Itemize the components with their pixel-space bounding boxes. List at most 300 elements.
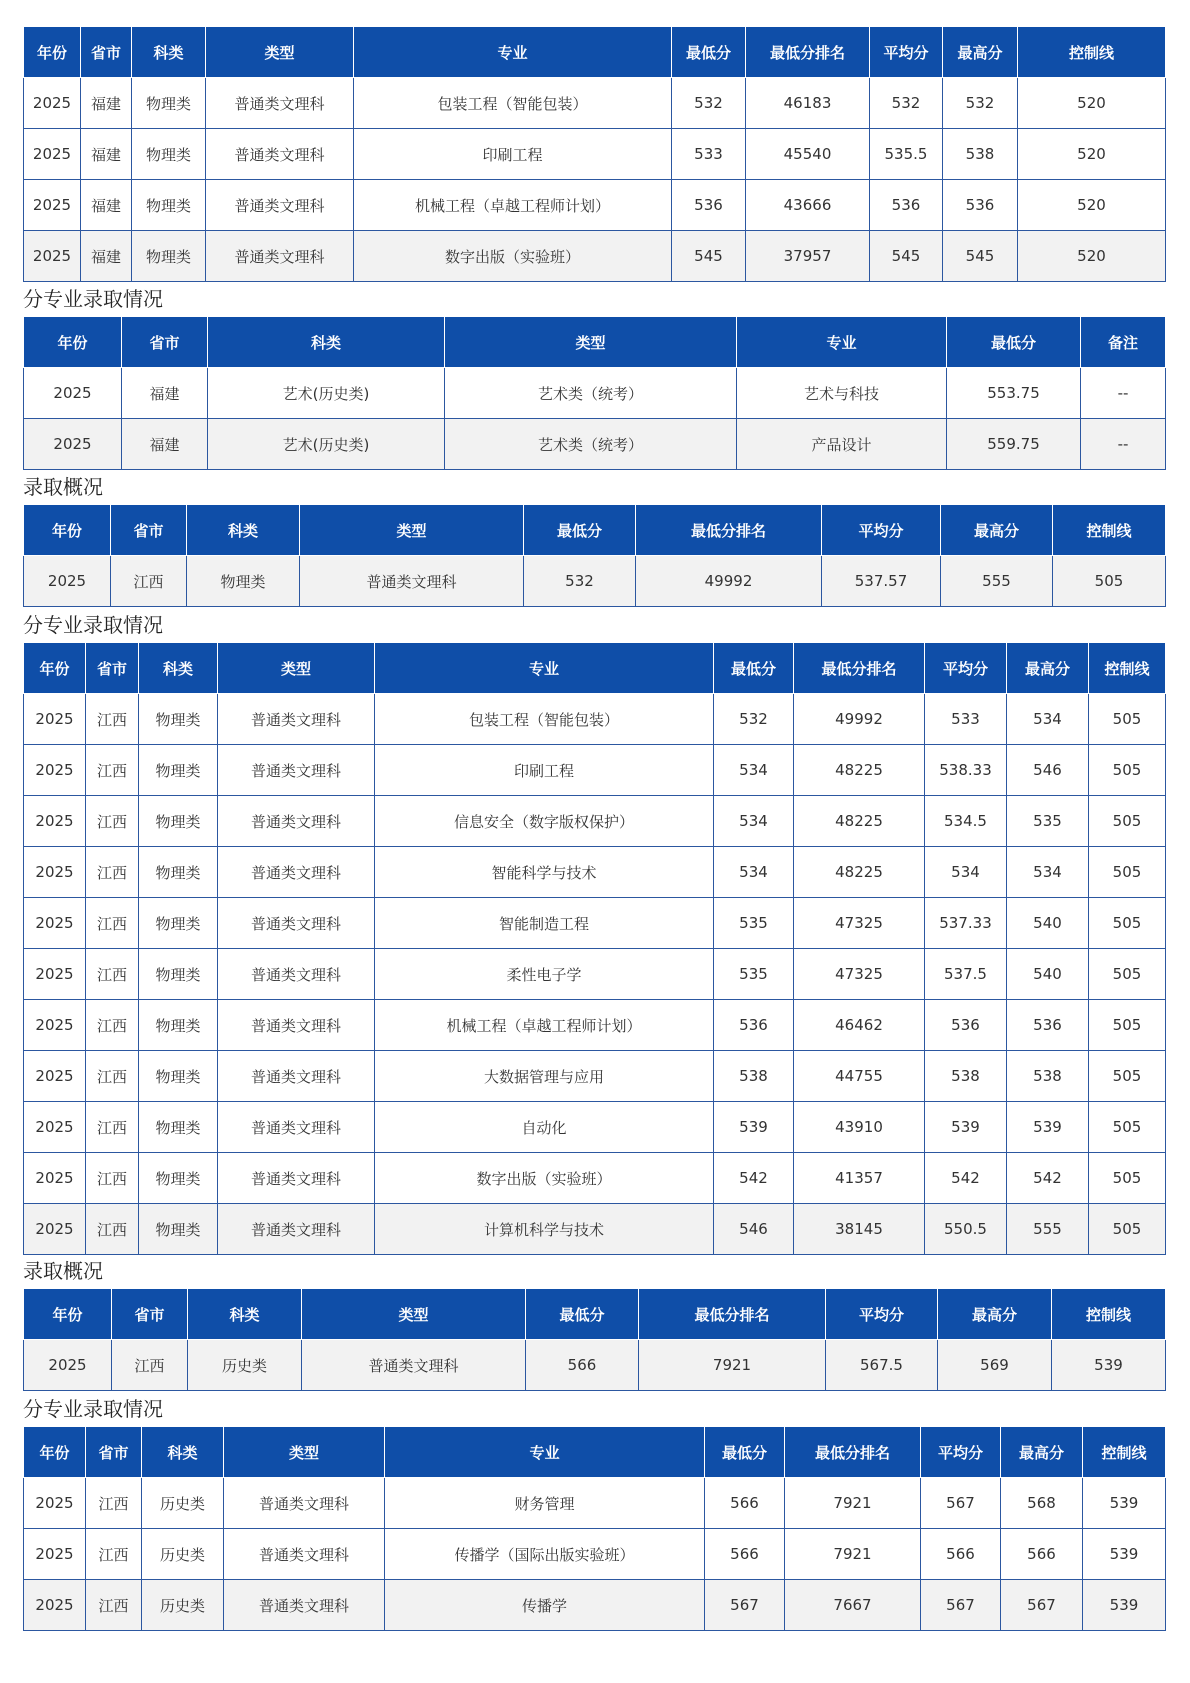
column-header: 最低分	[947, 317, 1081, 368]
table-cell: 44755	[794, 1051, 925, 1102]
table-cell: 产品设计	[737, 419, 947, 470]
table-cell: 505	[1089, 1102, 1166, 1153]
table-row	[24, 694, 1166, 745]
table-row	[24, 231, 1166, 282]
table-cell: 536	[943, 180, 1018, 231]
table-cell: 2025	[24, 949, 86, 1000]
table-cell: 福建	[122, 368, 208, 419]
section-heading: 分专业录取情况	[23, 613, 163, 637]
table-cell: 物理类	[139, 847, 218, 898]
table-cell: 普通类文理科	[218, 898, 375, 949]
table-cell: 536	[672, 180, 746, 231]
table-cell: 534	[714, 745, 794, 796]
column-header: 科类	[188, 1289, 302, 1340]
column-header: 最低分排名	[785, 1427, 921, 1478]
table-cell: 物理类	[139, 1204, 218, 1255]
table-cell: 包装工程（智能包装）	[375, 694, 714, 745]
column-header: 控制线	[1052, 1289, 1166, 1340]
table-cell: 普通类文理科	[206, 129, 354, 180]
table-cell: 艺术类（统考）	[445, 368, 737, 419]
table-cell: 江西	[86, 847, 139, 898]
table-cell: 普通类文理科	[218, 847, 375, 898]
column-header: 平均分	[822, 505, 941, 556]
table-cell: 艺术与科技	[737, 368, 947, 419]
table-cell: 普通类文理科	[218, 1204, 375, 1255]
table-cell: 物理类	[139, 898, 218, 949]
column-header: 备注	[1081, 317, 1166, 368]
table-cell: 数字出版（实验班）	[375, 1153, 714, 1204]
table-cell: 505	[1089, 847, 1166, 898]
table-cell: 普通类文理科	[206, 231, 354, 282]
table-cell: 534	[714, 796, 794, 847]
table-cell: 567	[705, 1580, 785, 1631]
table-cell: 43666	[746, 180, 870, 231]
table-cell: 505	[1089, 1000, 1166, 1051]
column-header: 省市	[81, 27, 132, 78]
table-cell: 江西	[86, 1478, 142, 1529]
admission-table-jiangxi-history-majors	[23, 1426, 1166, 1631]
table-cell: 538	[714, 1051, 794, 1102]
column-header: 最低分	[526, 1289, 639, 1340]
table-cell: 2025	[24, 1204, 86, 1255]
table-cell: 7921	[639, 1340, 826, 1391]
table-cell: 43910	[794, 1102, 925, 1153]
table-cell: 普通类文理科	[218, 694, 375, 745]
column-header: 专业	[385, 1427, 705, 1478]
table-cell: 机械工程（卓越工程师计划）	[354, 180, 672, 231]
table-cell: 539	[1052, 1340, 1166, 1391]
admission-summary-jiangxi-history	[23, 1288, 1166, 1391]
table-cell: 智能科学与技术	[375, 847, 714, 898]
column-header: 最低分	[705, 1427, 785, 1478]
table-cell: 历史类	[188, 1340, 302, 1391]
column-header: 省市	[112, 1289, 188, 1340]
table-cell: 49992	[636, 556, 822, 607]
table-cell: 505	[1089, 745, 1166, 796]
table-row	[24, 1102, 1166, 1153]
column-header: 最低分	[714, 643, 794, 694]
table-cell: 47325	[794, 898, 925, 949]
table-cell: 534	[1007, 694, 1089, 745]
column-header: 年份	[24, 317, 122, 368]
table-cell: 550.5	[925, 1204, 1007, 1255]
table-cell: 2025	[24, 419, 122, 470]
table-header-row	[24, 643, 1166, 694]
table-cell: 2025	[24, 129, 81, 180]
table-cell: 46183	[746, 78, 870, 129]
table-cell: 2025	[24, 78, 81, 129]
table-cell: 567	[921, 1580, 1001, 1631]
table-cell: 物理类	[139, 1000, 218, 1051]
column-header: 最低分	[524, 505, 636, 556]
column-header: 控制线	[1083, 1427, 1166, 1478]
table-cell: 567	[1001, 1580, 1083, 1631]
table-cell: 2025	[24, 898, 86, 949]
table-cell: 2025	[24, 1051, 86, 1102]
table-cell: 2025	[24, 1529, 86, 1580]
column-header: 最高分	[938, 1289, 1052, 1340]
table-cell: 38145	[794, 1204, 925, 1255]
table-cell: 数字出版（实验班）	[354, 231, 672, 282]
column-header: 省市	[122, 317, 208, 368]
table-cell: 520	[1018, 129, 1166, 180]
table-cell: 2025	[24, 1340, 112, 1391]
table-cell: 福建	[122, 419, 208, 470]
table-cell: 505	[1089, 796, 1166, 847]
table-cell: 财务管理	[385, 1478, 705, 1529]
section-heading: 录取概况	[23, 475, 103, 499]
table-cell: 545	[943, 231, 1018, 282]
table-cell: 539	[1083, 1580, 1166, 1631]
table-cell: 信息安全（数字版权保护）	[375, 796, 714, 847]
table-cell: --	[1081, 419, 1166, 470]
table-cell: 505	[1089, 694, 1166, 745]
table-cell: 普通类文理科	[224, 1529, 385, 1580]
table-cell: 537.5	[925, 949, 1007, 1000]
column-header: 类型	[218, 643, 375, 694]
table-cell: 567.5	[826, 1340, 938, 1391]
table-cell: 546	[714, 1204, 794, 1255]
table-cell: 569	[938, 1340, 1052, 1391]
column-header: 最低分排名	[636, 505, 822, 556]
table-cell: 538	[1007, 1051, 1089, 1102]
table-cell: 539	[1007, 1102, 1089, 1153]
table-cell: 505	[1089, 898, 1166, 949]
table-row	[24, 1000, 1166, 1051]
column-header: 专业	[737, 317, 947, 368]
table-row	[24, 129, 1166, 180]
table-cell: 45540	[746, 129, 870, 180]
table-cell: 542	[1007, 1153, 1089, 1204]
table-cell: 物理类	[132, 78, 206, 129]
table-cell: 566	[1001, 1529, 1083, 1580]
table-cell: 2025	[24, 368, 122, 419]
table-cell: 7667	[785, 1580, 921, 1631]
table-cell: 江西	[86, 1204, 139, 1255]
table-cell: 2025	[24, 1102, 86, 1153]
table-cell: 532	[672, 78, 746, 129]
column-header: 平均分	[921, 1427, 1001, 1478]
table-cell: 普通类文理科	[218, 1000, 375, 1051]
table-cell: 柔性电子学	[375, 949, 714, 1000]
table-cell: 江西	[86, 1153, 139, 1204]
table-cell: 534	[1007, 847, 1089, 898]
table-cell: 江西	[86, 1580, 142, 1631]
column-header: 最高分	[941, 505, 1053, 556]
table-cell: 41357	[794, 1153, 925, 1204]
table-cell: 普通类文理科	[218, 949, 375, 1000]
table-cell: 江西	[86, 1000, 139, 1051]
table-row	[24, 556, 1166, 607]
table-cell: 江西	[86, 1102, 139, 1153]
table-cell: 物理类	[139, 949, 218, 1000]
table-cell: 520	[1018, 231, 1166, 282]
table-cell: 包装工程（智能包装）	[354, 78, 672, 129]
column-header: 最低分	[672, 27, 746, 78]
table-cell: 2025	[24, 556, 111, 607]
table-cell: 535.5	[870, 129, 943, 180]
table-cell: 538	[943, 129, 1018, 180]
table-row	[24, 1580, 1166, 1631]
admission-table-fujian-art-majors	[23, 316, 1166, 470]
table-cell: 536	[925, 1000, 1007, 1051]
table-cell: 568	[1001, 1478, 1083, 1529]
column-header: 最低分排名	[746, 27, 870, 78]
table-cell: 559.75	[947, 419, 1081, 470]
table-cell: 505	[1089, 1204, 1166, 1255]
table-cell: 539	[714, 1102, 794, 1153]
table-cell: 566	[705, 1529, 785, 1580]
table-cell: 历史类	[142, 1580, 224, 1631]
table-cell: 48225	[794, 745, 925, 796]
table-cell: 智能制造工程	[375, 898, 714, 949]
table-cell: 545	[672, 231, 746, 282]
table-row	[24, 1051, 1166, 1102]
table-cell: 520	[1018, 78, 1166, 129]
table-cell: 江西	[112, 1340, 188, 1391]
column-header: 控制线	[1053, 505, 1166, 556]
table-cell: 538.33	[925, 745, 1007, 796]
table-cell: 532	[943, 78, 1018, 129]
table-cell: 532	[870, 78, 943, 129]
table-cell: 江西	[86, 949, 139, 1000]
table-cell: 大数据管理与应用	[375, 1051, 714, 1102]
table-cell: 540	[1007, 949, 1089, 1000]
table-cell: 艺术类（统考）	[445, 419, 737, 470]
table-cell: 505	[1089, 949, 1166, 1000]
column-header: 平均分	[826, 1289, 938, 1340]
table-cell: 印刷工程	[375, 745, 714, 796]
table-cell: 505	[1089, 1051, 1166, 1102]
table-cell: 520	[1018, 180, 1166, 231]
table-cell: 535	[1007, 796, 1089, 847]
table-header-row	[24, 1427, 1166, 1478]
table-cell: 传播学（国际出版实验班）	[385, 1529, 705, 1580]
table-cell: 567	[921, 1478, 1001, 1529]
column-header: 科类	[132, 27, 206, 78]
column-header: 类型	[445, 317, 737, 368]
table-cell: 555	[1007, 1204, 1089, 1255]
table-cell: 普通类文理科	[218, 745, 375, 796]
table-cell: 传播学	[385, 1580, 705, 1631]
table-cell: 普通类文理科	[206, 78, 354, 129]
column-header: 平均分	[870, 27, 943, 78]
table-cell: 江西	[86, 1529, 142, 1580]
table-cell: 537.57	[822, 556, 941, 607]
table-cell: 江西	[111, 556, 187, 607]
section-heading: 分专业录取情况	[23, 287, 163, 311]
table-cell: 物理类	[139, 796, 218, 847]
table-header-row	[24, 505, 1166, 556]
column-header: 科类	[187, 505, 300, 556]
table-cell: 江西	[86, 1051, 139, 1102]
section-heading: 录取概况	[23, 1259, 103, 1283]
table-cell: 542	[714, 1153, 794, 1204]
table-cell: 532	[524, 556, 636, 607]
column-header: 控制线	[1018, 27, 1166, 78]
table-cell: 566	[526, 1340, 639, 1391]
table-cell: 48225	[794, 847, 925, 898]
table-cell: 福建	[81, 129, 132, 180]
column-header: 专业	[354, 27, 672, 78]
table-cell: 机械工程（卓越工程师计划）	[375, 1000, 714, 1051]
table-cell: 535	[714, 949, 794, 1000]
table-row	[24, 1478, 1166, 1529]
table-cell: 物理类	[187, 556, 300, 607]
table-cell: 533	[672, 129, 746, 180]
column-header: 年份	[24, 1289, 112, 1340]
table-cell: 2025	[24, 1000, 86, 1051]
column-header: 省市	[86, 643, 139, 694]
table-cell: 538	[925, 1051, 1007, 1102]
table-cell: 普通类文理科	[224, 1580, 385, 1631]
table-cell: 505	[1053, 556, 1166, 607]
table-row	[24, 419, 1166, 470]
column-header: 年份	[24, 1427, 86, 1478]
table-cell: 566	[921, 1529, 1001, 1580]
column-header: 控制线	[1089, 643, 1166, 694]
admission-table-jiangxi-physics-majors	[23, 642, 1166, 1255]
column-header: 类型	[206, 27, 354, 78]
table-cell: 536	[870, 180, 943, 231]
table-cell: 江西	[86, 745, 139, 796]
table-cell: 普通类文理科	[218, 1102, 375, 1153]
table-cell: 535	[714, 898, 794, 949]
column-header: 年份	[24, 505, 111, 556]
column-header: 省市	[86, 1427, 142, 1478]
table-cell: 534	[714, 847, 794, 898]
table-cell: 物理类	[139, 694, 218, 745]
column-header: 最高分	[1007, 643, 1089, 694]
table-row	[24, 1529, 1166, 1580]
table-cell: 48225	[794, 796, 925, 847]
table-cell: 534.5	[925, 796, 1007, 847]
table-cell: 普通类文理科	[206, 180, 354, 231]
table-cell: 49992	[794, 694, 925, 745]
table-cell: 福建	[81, 78, 132, 129]
column-header: 类型	[300, 505, 524, 556]
table-row	[24, 78, 1166, 129]
table-row	[24, 898, 1166, 949]
table-cell: 普通类文理科	[302, 1340, 526, 1391]
table-row	[24, 180, 1166, 231]
table-cell: 物理类	[132, 231, 206, 282]
column-header: 科类	[142, 1427, 224, 1478]
table-cell: 艺术(历史类)	[208, 368, 445, 419]
table-cell: 2025	[24, 180, 81, 231]
table-cell: 2025	[24, 231, 81, 282]
table-cell: 505	[1089, 1153, 1166, 1204]
column-header: 类型	[224, 1427, 385, 1478]
table-cell: 7921	[785, 1478, 921, 1529]
table-cell: 福建	[81, 231, 132, 282]
table-cell: 江西	[86, 694, 139, 745]
column-header: 省市	[111, 505, 187, 556]
table-cell: 普通类文理科	[218, 796, 375, 847]
column-header: 专业	[375, 643, 714, 694]
table-cell: 47325	[794, 949, 925, 1000]
table-row	[24, 949, 1166, 1000]
table-cell: 物理类	[139, 1153, 218, 1204]
table-row	[24, 745, 1166, 796]
column-header: 类型	[302, 1289, 526, 1340]
table-cell: 福建	[81, 180, 132, 231]
column-header: 科类	[208, 317, 445, 368]
table-cell: 2025	[24, 796, 86, 847]
table-cell: 2025	[24, 1580, 86, 1631]
table-cell: 542	[925, 1153, 1007, 1204]
column-header: 年份	[24, 643, 86, 694]
table-cell: 539	[1083, 1529, 1166, 1580]
table-cell: 物理类	[139, 745, 218, 796]
table-cell: 历史类	[142, 1478, 224, 1529]
table-cell: 532	[714, 694, 794, 745]
table-cell: 545	[870, 231, 943, 282]
table-cell: 2025	[24, 847, 86, 898]
column-header: 最低分排名	[794, 643, 925, 694]
table-cell: 普通类文理科	[218, 1153, 375, 1204]
table-cell: 37957	[746, 231, 870, 282]
table-cell: 533	[925, 694, 1007, 745]
table-cell: 537.33	[925, 898, 1007, 949]
column-header: 最高分	[1001, 1427, 1083, 1478]
table-cell: 536	[1007, 1000, 1089, 1051]
column-header: 最高分	[943, 27, 1018, 78]
table-cell: 555	[941, 556, 1053, 607]
table-row	[24, 368, 1166, 419]
table-cell: 普通类文理科	[218, 1051, 375, 1102]
table-cell: 物理类	[139, 1051, 218, 1102]
table-cell: 539	[1083, 1478, 1166, 1529]
table-row	[24, 796, 1166, 847]
table-cell: 历史类	[142, 1529, 224, 1580]
admission-table-fujian-physics-majors	[23, 26, 1166, 282]
table-cell: 7921	[785, 1529, 921, 1580]
table-cell: 2025	[24, 745, 86, 796]
table-cell: 2025	[24, 1478, 86, 1529]
table-cell: 540	[1007, 898, 1089, 949]
table-header-row	[24, 317, 1166, 368]
table-row	[24, 1340, 1166, 1391]
table-cell: 艺术(历史类)	[208, 419, 445, 470]
table-cell: 江西	[86, 898, 139, 949]
table-cell: 普通类文理科	[300, 556, 524, 607]
table-cell: 计算机科学与技术	[375, 1204, 714, 1255]
table-cell: 江西	[86, 796, 139, 847]
table-cell: 2025	[24, 694, 86, 745]
table-cell: 物理类	[132, 129, 206, 180]
table-cell: 566	[705, 1478, 785, 1529]
column-header: 平均分	[925, 643, 1007, 694]
table-cell: 46462	[794, 1000, 925, 1051]
table-row	[24, 847, 1166, 898]
table-cell: 印刷工程	[354, 129, 672, 180]
table-row	[24, 1153, 1166, 1204]
table-cell: --	[1081, 368, 1166, 419]
table-cell: 自动化	[375, 1102, 714, 1153]
table-cell: 546	[1007, 745, 1089, 796]
section-heading: 分专业录取情况	[23, 1397, 163, 1421]
table-cell: 物理类	[132, 180, 206, 231]
table-cell: 536	[714, 1000, 794, 1051]
table-cell: 2025	[24, 1153, 86, 1204]
column-header: 年份	[24, 27, 81, 78]
table-cell: 534	[925, 847, 1007, 898]
table-cell: 539	[925, 1102, 1007, 1153]
table-row	[24, 1204, 1166, 1255]
column-header: 科类	[139, 643, 218, 694]
table-header-row	[24, 27, 1166, 78]
